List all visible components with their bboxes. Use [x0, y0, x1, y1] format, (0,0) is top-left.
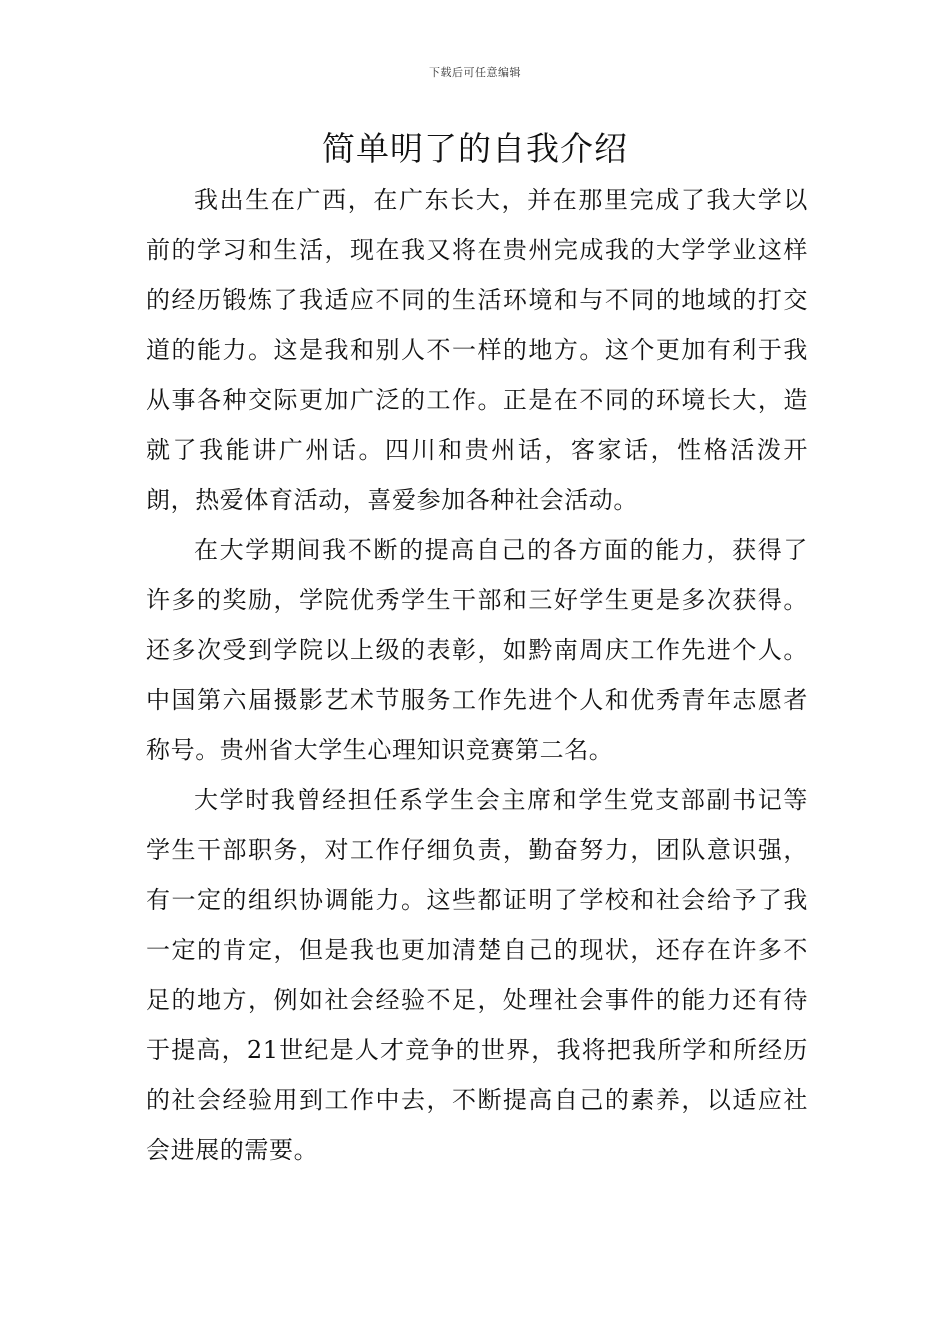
paragraph-2: 在大学期间我不断的提高自己的各方面的能力，获得了许多的奖励，学院优秀学生干部和三好学生更是多次获得。还多次受到学院以上级的表彰，如黔南周庆工作先进个人。中国第六届摄影艺术节服务工作先进个人和优秀青年志愿者称号。贵州省大学生心理知识竞赛第二名。 — [146, 536, 808, 764]
document-title: 简单明了的自我介绍 — [322, 129, 628, 168]
header-note: 下载后可任意编辑 — [429, 66, 521, 79]
paragraph-3: 大学时我曾经担任系学生会主席和学生党支部副书记等学生干部职务，对工作仔细负责，勤奋努力，团队意识强，有一定的组织协调能力。这些都证明了学校和社会给予了我一定的肯定，但是我也更加清楚自己的现状，还存在许多不足的地方，例如社会经验不足，处理社会事件的能力还有待于提高，21世纪是人才竞争的世界，我将把我所学和所经历的社会经验用到工作中去，不断提高自己的素养，以适应社会进展的需要。 — [146, 786, 808, 1164]
document-body — [146, 175, 808, 1175]
paragraph-1: 我出生在广西，在广东长大，并在那里完成了我大学以前的学习和生活，现在我又将在贵州完成我的大学学业这样的经历锻炼了我适应不同的生活环境和与不同的地域的打交道的能力。这是我和别人不一样的地方。这个更加有利于我从事各种交际更加广泛的工作。正是在不同的环境长大，造就了我能讲广州话。四川和贵州话，客家话，性格活泼开朗，热爱体育活动，喜爱参加各种社会活动。 — [146, 186, 808, 514]
